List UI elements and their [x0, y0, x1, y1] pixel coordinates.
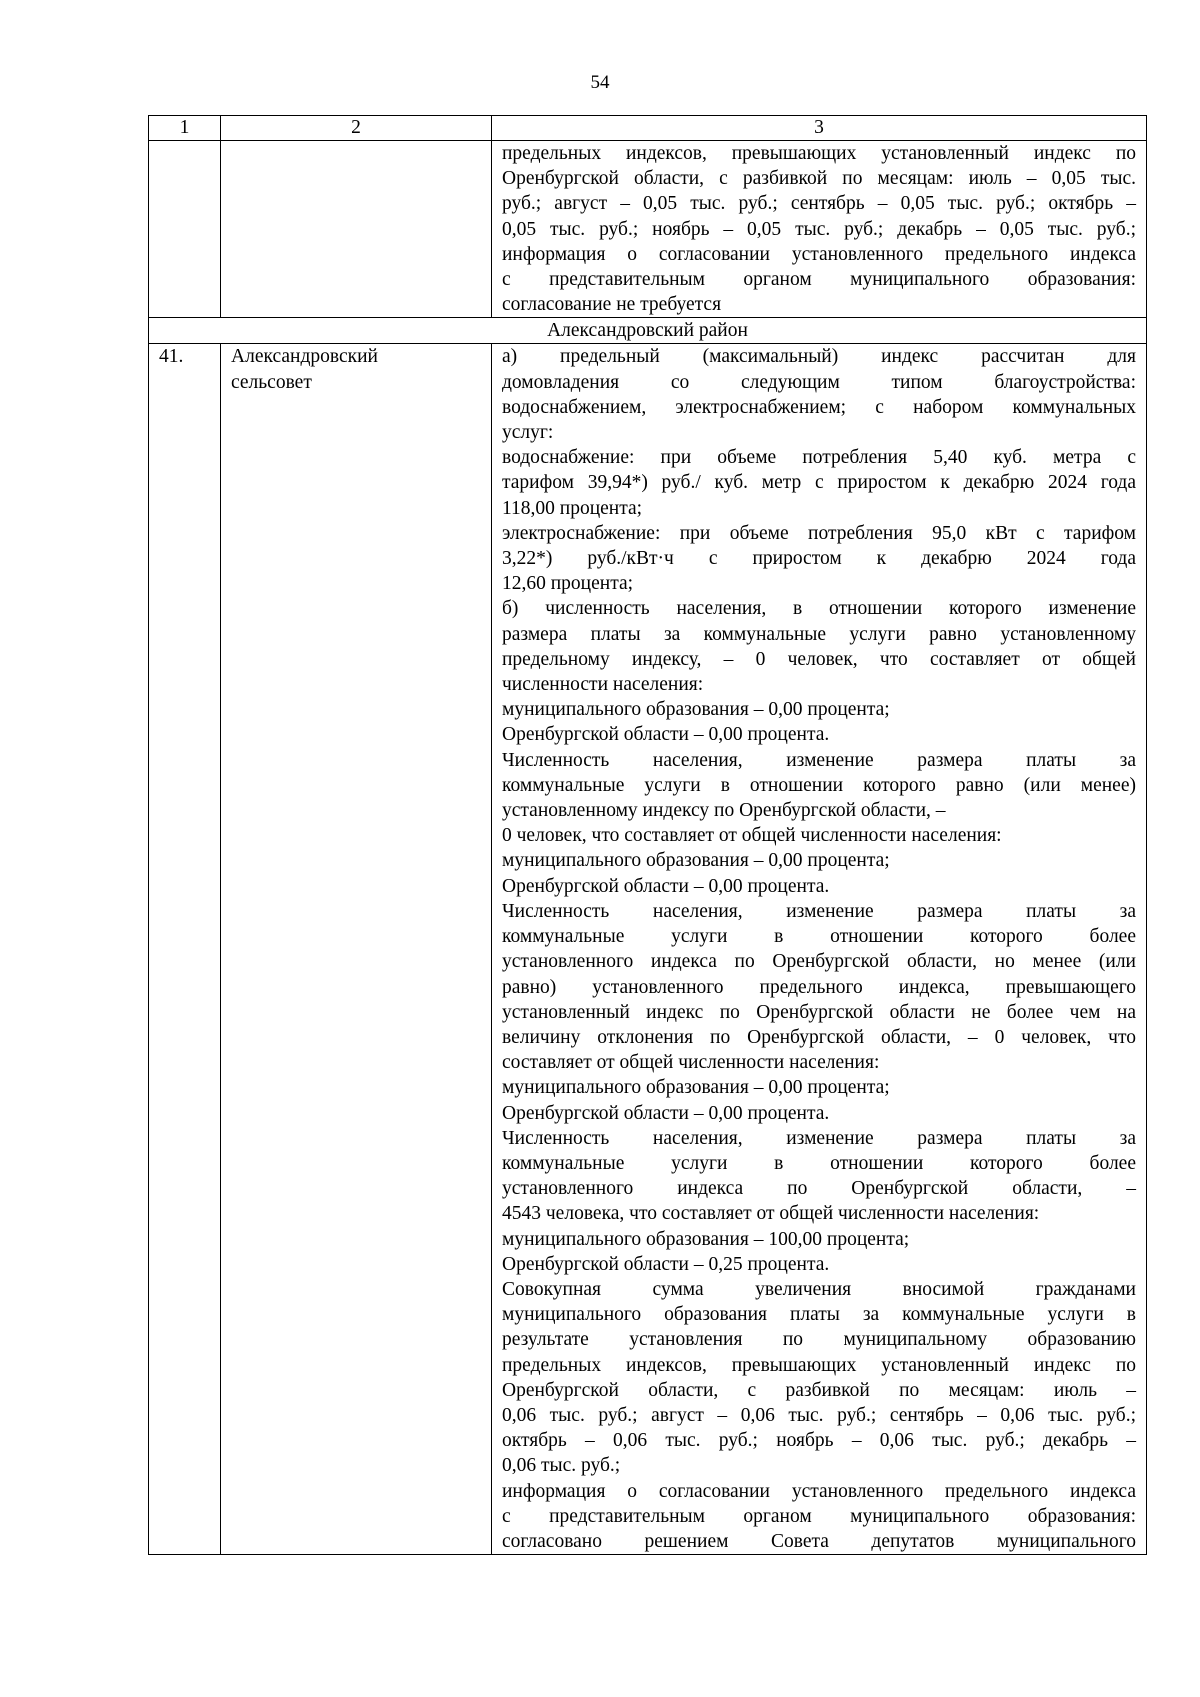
- text-line: установленному индексу по Оренбургской области, –: [502, 800, 946, 822]
- column-header-1: 1: [149, 116, 221, 141]
- text-line: величину отклонения по Оренбургской области, – 0 человек, что: [502, 1026, 1136, 1048]
- text-line: Численность населения, изменение размера платы за: [502, 900, 1136, 922]
- text-line: предельному индексу, – 0 человек, что составляет от общей: [502, 648, 1136, 670]
- text-line: б) численность населения, в отношении которого изменение: [502, 598, 1136, 620]
- text-line: водоснабжение: при объеме потребления 5,40 куб. метра с: [502, 447, 1136, 469]
- text-line: 118,00 процента;: [502, 497, 643, 519]
- text-line: 0,06 тыс. руб.;: [502, 1455, 621, 1477]
- text-line: домовладения со следующим типом благоустройства:: [502, 371, 1136, 393]
- row-number: 41.: [149, 344, 221, 1555]
- municipality-name-line: Александровский: [231, 346, 378, 368]
- text-line: октябрь – 0,06 тыс. руб.; ноябрь – 0,06 тыс. руб.; декабрь –: [502, 1430, 1136, 1452]
- text-line: согласовано решением Совета депутатов муниципального: [502, 1530, 1136, 1552]
- text-line: равно) установленного предельного индекса, превышающего: [502, 976, 1136, 998]
- text-line: Оренбургской области – 0,00 процента.: [502, 724, 830, 746]
- text-line: Оренбургской области – 0,00 процента.: [502, 1102, 830, 1124]
- text-line: услуг:: [502, 422, 554, 444]
- text-line: коммунальные услуги в отношении которого равно (или менее): [502, 774, 1136, 796]
- text-line: руб.; август – 0,05 тыс. руб.; сентябрь – 0,05 тыс. руб.; октябрь –: [502, 193, 1136, 215]
- text-line: установленного индекса по Оренбургской области, но менее (или: [502, 951, 1136, 973]
- text-line: Оренбургской области – 0,00 процента.: [502, 875, 830, 897]
- text-line: информация о согласовании установленного предельного индекса: [502, 1480, 1136, 1502]
- continuation-row: [149, 141, 1147, 318]
- page-number: 54: [590, 72, 610, 93]
- text-line: 0,06 тыс. руб.; август – 0,06 тыс. руб.; сентябрь – 0,06 тыс. руб.;: [502, 1404, 1136, 1426]
- column-header-2: 2: [221, 116, 492, 141]
- text-line: информация о согласовании установленного предельного индекса: [502, 243, 1136, 265]
- text-line: тарифом 39,94*) руб./ куб. метр с приростом к декабрю 2024 года: [502, 472, 1136, 494]
- text-line: Оренбургской области, с разбивкой по месяцам: июль – 0,05 тыс.: [502, 168, 1136, 190]
- text-line: согласование не требуется: [502, 294, 722, 316]
- text-line: 12,60 процента;: [502, 573, 634, 595]
- text-line: муниципального образования – 0,00 процента;: [502, 1077, 890, 1099]
- municipality-name: [221, 344, 492, 1555]
- text-line: коммунальные услуги в отношении которого более: [502, 1152, 1136, 1174]
- text-line: 0 человек, что составляет от общей численности населения:: [502, 825, 1002, 847]
- text-line: предельных индексов, превышающих установленный индекс по: [502, 143, 1136, 164]
- text-line: 0,05 тыс. руб.; ноябрь – 0,05 тыс. руб.; декабрь – 0,05 тыс. руб.;: [502, 218, 1136, 240]
- text-line: 3,22*) руб./кВт·ч с приростом к декабрю 2024 года: [502, 548, 1136, 570]
- text-line: электроснабжение: при объеме потребления 95,0 кВт с тарифом: [502, 522, 1136, 544]
- text-line: а) предельный (максимальный) индекс рассчитан для: [502, 346, 1136, 368]
- text-line: Численность населения, изменение размера платы за: [502, 1127, 1136, 1149]
- text-line: муниципального образования платы за коммунальные услуги в: [502, 1304, 1136, 1326]
- continuation-cell-1: [149, 141, 221, 318]
- municipality-name-line: сельсовет: [231, 371, 312, 393]
- text-line: водоснабжением, электроснабжением; с набором коммунальных: [502, 396, 1136, 418]
- text-line: 4543 человека, что составляет от общей численности населения:: [502, 1203, 1040, 1225]
- text-line: Оренбургской области, с разбивкой по месяцам: июль –: [502, 1379, 1136, 1401]
- text-line: коммунальные услуги в отношении которого более: [502, 926, 1136, 948]
- text-line: составляет от общей численности населения:: [502, 1052, 880, 1074]
- text-line: с представительным органом муниципального образования:: [502, 269, 1136, 291]
- document-table: [148, 115, 1147, 1555]
- text-line: численности населения:: [502, 674, 704, 696]
- text-line: муниципального образования – 0,00 процента;: [502, 699, 890, 721]
- text-line: Совокупная сумма увеличения вносимой гражданами: [502, 1278, 1136, 1300]
- text-line: с представительным органом муниципального образования:: [502, 1505, 1136, 1527]
- text-line: предельных индексов, превышающих установленный индекс по: [502, 1354, 1136, 1376]
- text-line: Численность населения, изменение размера платы за: [502, 749, 1136, 771]
- text-line: муниципального образования – 0,00 процента;: [502, 850, 890, 872]
- continuation-text-cell: [492, 141, 1147, 318]
- text-line: результате установления по муниципальному образованию: [502, 1329, 1136, 1351]
- index-description-cell: [492, 344, 1147, 1555]
- column-header-3: 3: [492, 116, 1147, 141]
- text-line: размера платы за коммунальные услуги равно установленному: [502, 623, 1136, 645]
- continuation-cell-2: [221, 141, 492, 318]
- section-header-row: [149, 318, 1147, 344]
- table-row: [149, 344, 1147, 1555]
- text-line: муниципального образования – 100,00 процента;: [502, 1228, 910, 1250]
- section-title: Александровский район: [149, 318, 1147, 344]
- text-line: установленного индекса по Оренбургской области, –: [502, 1178, 1136, 1200]
- table-header-row: [149, 116, 1147, 141]
- text-line: установленный индекс по Оренбургской области не более чем на: [502, 1001, 1136, 1023]
- text-line: Оренбургской области – 0,25 процента.: [502, 1253, 830, 1275]
